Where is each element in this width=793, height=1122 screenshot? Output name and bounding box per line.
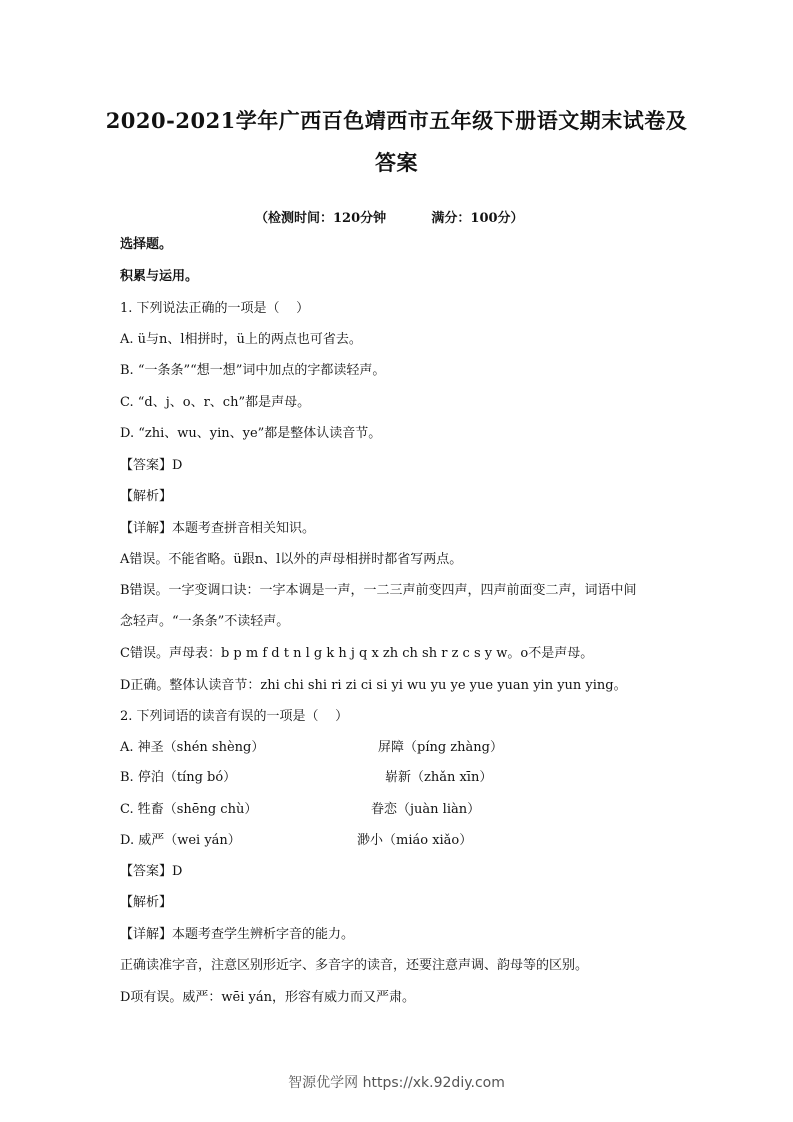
q2-option-d-left: D. 威严（wei yán） <box>120 833 241 848</box>
exam-meta <box>255 207 524 226</box>
q1-answer: 【答案】D <box>120 458 183 473</box>
q1-stem: 1. 下列说法正确的一项是（ ） <box>120 301 310 316</box>
q1-option-c: C. “d、j、o、r、ch”都是声母。 <box>120 395 311 410</box>
q2-analysis-label: 【解析】 <box>120 895 173 910</box>
exam-time: （检测时间：120分钟 <box>255 211 387 226</box>
q2-stem: 2. 下列词语的读音有误的一项是（ ） <box>120 709 349 724</box>
section-heading-accumulation: 积累与运用。 <box>120 269 199 284</box>
q1-explain-d: D正确。整体认读音节：zhi chi shi ri zi ci si yi wu yu ye yue yuan yin yun ying。 <box>120 678 627 693</box>
q2-option-b-left: B. 停泊（tíng bó） <box>120 770 237 785</box>
footer-watermark: 智源优学网 https://xk.92diy.com <box>288 1075 505 1091</box>
q2-answer: 【答案】D <box>120 864 183 879</box>
q2-option-b-right: 崭新（zhǎn xīn） <box>385 770 493 785</box>
q2-option-d-right: 渺小（miáo xiǎo） <box>357 833 473 848</box>
q1-option-a: A. ü与n、l相拼时，ü上的两点也可省去。 <box>120 332 362 347</box>
q1-explain-a: A错误。不能省略。ü跟n、l以外的声母相拼时都省写两点。 <box>120 552 463 567</box>
q2-explain-1: 正确读准字音，注意区别形近字、多音字的读音，还要注意声调、韵母等的区别。 <box>120 958 589 973</box>
q1-explain-b-line1: B错误。一字变调口诀：一字本调是一声，一二三声前变四声，四声前面变二声，词语中间 <box>120 583 637 598</box>
q1-detail: 【详解】本题考查拼音相关知识。 <box>120 521 316 536</box>
q2-option-c-left: C. 牲畜（shēng chù） <box>120 802 258 817</box>
q1-option-d: D. “zhi、wu、yin、ye”都是整体认读音节。 <box>120 426 382 441</box>
q2-detail: 【详解】本题考查学生辨析字音的能力。 <box>120 927 355 942</box>
q1-explain-b-line2: 念轻声。“一条条”不读轻声。 <box>120 614 290 629</box>
q2-explain-2: D项有误。威严：wēi yán，形容有威力而又严肃。 <box>120 990 416 1005</box>
q1-option-b: B. “一条条”“想一想”词中加点的字都读轻声。 <box>120 363 386 378</box>
q2-option-c-right: 眷恋（juàn liàn） <box>371 802 481 817</box>
title-line-1: 2020-2021学年广西百色靖西市五年级下册语文期末试卷及 <box>105 108 688 133</box>
section-heading-choice: 选择题。 <box>120 237 173 252</box>
q2-option-a-right: 屏障（píng zhàng） <box>378 740 503 755</box>
document-title <box>60 100 733 184</box>
q1-explain-c: C错误。声母表：b p m f d t n l g k h j q x zh ch sh r z c s y w。o不是声母。 <box>120 646 594 661</box>
q1-analysis-label: 【解析】 <box>120 489 173 504</box>
q2-option-a-left: A. 神圣（shén shèng） <box>120 740 265 755</box>
title-line-2: 答案 <box>375 150 418 175</box>
exam-score: 满分：100分） <box>431 211 524 226</box>
